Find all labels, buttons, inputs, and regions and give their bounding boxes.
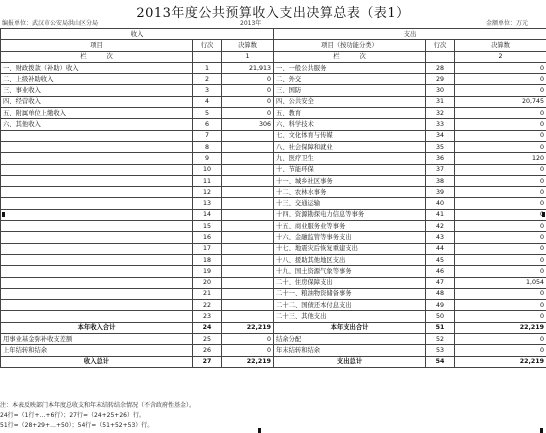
expense-amount-cell: 0 — [455, 62, 546, 73]
income-amount-cell — [222, 164, 274, 175]
expense-amount-cell: 0 — [455, 164, 546, 175]
expense-amount-cell: 0 — [455, 187, 546, 198]
col-header-amount-expense: 决算数 — [455, 40, 546, 51]
column-index-label-left — [1, 51, 193, 62]
expense-item-cell: 一、一般公共服务 — [274, 62, 426, 73]
expense-item-cell: 四、公共安全 — [274, 96, 426, 107]
expense-row-no-cell: 37 — [426, 164, 455, 175]
income-item-cell — [1, 141, 193, 152]
expense-item-cell: 二十二、国债还本付息支出 — [274, 300, 426, 311]
income-row-no-cell: 18 — [193, 254, 222, 265]
expense-amount-cell: 0 — [455, 254, 546, 265]
income-row-no-cell: 13 — [193, 198, 222, 209]
income-row-no-cell: 22 — [193, 300, 222, 311]
table-row — [1, 141, 546, 152]
income-amount-cell — [222, 311, 274, 322]
income-amount-cell: 21,913 — [222, 62, 274, 73]
income-item-cell — [1, 164, 193, 175]
expense-row-no-cell: 40 — [426, 198, 455, 209]
income-amount-cell: 22,219 — [222, 356, 274, 367]
income-item-cell — [1, 288, 193, 299]
column-index-empty-cell — [426, 51, 455, 62]
expense-amount-cell: 0 — [455, 311, 546, 322]
income-item-cell: 一、财政拨款（补助）收入 — [1, 62, 193, 73]
table-row — [1, 62, 546, 73]
income-amount-cell — [222, 175, 274, 186]
income-item-cell — [1, 209, 193, 220]
expense-row-no-cell: 51 — [426, 322, 455, 333]
table-row — [1, 130, 546, 141]
expense-row-no-cell: 31 — [426, 96, 455, 107]
income-amount-cell: 22,219 — [222, 322, 274, 333]
expense-amount-cell: 0 — [455, 288, 546, 299]
income-row-no-cell: 7 — [193, 130, 222, 141]
income-row-no-cell: 16 — [193, 232, 222, 243]
expense-row-no-cell: 43 — [426, 232, 455, 243]
income-amount-cell — [222, 209, 274, 220]
expense-row-no-cell: 49 — [426, 300, 455, 311]
total-row — [1, 356, 546, 367]
scan-mark — [542, 212, 545, 217]
income-row-no-cell: 1 — [193, 62, 222, 73]
income-amount-cell: 306 — [222, 119, 274, 130]
col-header-row-no-expense: 行次 — [426, 40, 455, 51]
table-row — [1, 232, 546, 243]
expense-item-cell: 三、国防 — [274, 85, 426, 96]
expense-row-no-cell: 48 — [426, 288, 455, 299]
expense-row-no-cell: 42 — [426, 221, 455, 232]
report-title: 2013年度公共预算收入支出决算总表（表1） — [136, 6, 410, 21]
column-index-empty-cell — [193, 51, 222, 62]
expense-item-cell: 支出总计 — [274, 356, 426, 367]
income-amount-cell: 0 — [222, 85, 274, 96]
income-item-cell — [1, 254, 193, 265]
income-group-header: 收入 — [1, 29, 274, 40]
income-item-cell — [1, 198, 193, 209]
table-row — [1, 96, 546, 107]
income-amount-cell — [222, 288, 274, 299]
income-row-no-cell: 4 — [193, 96, 222, 107]
table-row — [1, 221, 546, 232]
expense-row-no-cell: 30 — [426, 85, 455, 96]
expense-amount-cell: 0 — [455, 175, 546, 186]
lan-label: 栏 — [80, 53, 87, 61]
income-row-no-cell: 2 — [193, 74, 222, 85]
income-row-no-cell: 15 — [193, 221, 222, 232]
note-line-3: 51行=（28+29+…+50）；54行=（51+52+53）行。 — [0, 422, 154, 429]
table-row — [1, 164, 546, 175]
expense-item-cell: 十、节能环保 — [274, 164, 426, 175]
expense-group-header: 支出 — [274, 29, 546, 40]
income-amount-cell — [222, 254, 274, 265]
expense-amount-cell: 0 — [455, 108, 546, 119]
ci-label: 次 — [106, 53, 113, 61]
column-index-1: 1 — [222, 51, 274, 62]
notes — [0, 401, 195, 431]
expense-item-cell: 二、外交 — [274, 74, 426, 85]
expense-item-cell: 七、文化体育与传媒 — [274, 130, 426, 141]
expense-item-cell: 十五、商业服务业等事务 — [274, 221, 426, 232]
expense-amount-cell: 0 — [455, 74, 546, 85]
income-row-no-cell: 20 — [193, 277, 222, 288]
income-amount-cell — [222, 266, 274, 277]
expense-row-no-cell: 36 — [426, 153, 455, 164]
expense-amount-cell: 0 — [455, 119, 546, 130]
expense-item-cell: 十九、国土资源气象等事务 — [274, 266, 426, 277]
budget-table — [0, 28, 546, 368]
expense-row-no-cell: 47 — [426, 277, 455, 288]
expense-item-cell: 五、教育 — [274, 108, 426, 119]
expense-row-no-cell: 28 — [426, 62, 455, 73]
income-amount-cell: 0 — [222, 108, 274, 119]
income-item-cell: 四、经营收入 — [1, 96, 193, 107]
income-row-no-cell: 21 — [193, 288, 222, 299]
expense-row-no-cell: 39 — [426, 187, 455, 198]
group-header-row — [1, 29, 546, 40]
income-row-no-cell: 26 — [193, 345, 222, 356]
income-amount-cell — [222, 141, 274, 152]
income-row-no-cell: 25 — [193, 334, 222, 345]
expense-item-cell: 十一、城乡社区事务 — [274, 175, 426, 186]
income-row-no-cell: 23 — [193, 311, 222, 322]
expense-row-no-cell: 46 — [426, 266, 455, 277]
expense-item-cell: 十七、地震灾后恢复重建支出 — [274, 243, 426, 254]
note-line-2: 24行=（1行+…+6行）；27行=（24+25+26）行。 — [0, 412, 145, 419]
expense-amount-cell — [455, 209, 546, 220]
expense-row-no-cell: 29 — [426, 74, 455, 85]
income-item-cell — [1, 266, 193, 277]
col-header-row-no: 行次 — [193, 40, 222, 51]
income-row-no-cell: 14 — [193, 209, 222, 220]
table-row — [1, 153, 546, 164]
expense-amount-cell: 0 — [455, 243, 546, 254]
table-row — [1, 300, 546, 311]
scan-mark — [258, 428, 261, 433]
expense-item-cell: 十八、援助其他地区支出 — [274, 254, 426, 265]
expense-row-no-cell: 54 — [426, 356, 455, 367]
income-row-no-cell: 12 — [193, 187, 222, 198]
income-item-cell — [1, 187, 193, 198]
income-amount-cell — [222, 221, 274, 232]
income-item-cell: 五、附属单位上缴收入 — [1, 108, 193, 119]
expense-amount-cell: 22,219 — [455, 356, 546, 367]
expense-item-cell: 二十一、粮油物资储备事务 — [274, 288, 426, 299]
income-amount-cell — [222, 300, 274, 311]
column-index-2: 2 — [455, 51, 546, 62]
table-row — [1, 266, 546, 277]
expense-row-no-cell: 53 — [426, 345, 455, 356]
income-row-no-cell: 9 — [193, 153, 222, 164]
expense-amount-cell: 0 — [455, 198, 546, 209]
table-row — [1, 311, 546, 322]
income-row-no-cell: 17 — [193, 243, 222, 254]
table-row — [1, 288, 546, 299]
lan-label: 栏 — [333, 53, 340, 61]
ci-label: 次 — [359, 53, 366, 61]
expense-amount-cell: 20,745 — [455, 96, 546, 107]
income-item-cell: 二、上级补助收入 — [1, 74, 193, 85]
income-item-cell — [1, 300, 193, 311]
income-row-no-cell: 3 — [193, 85, 222, 96]
expense-row-no-cell: 34 — [426, 130, 455, 141]
expense-item-cell: 二十三、其他支出 — [274, 311, 426, 322]
table-row — [1, 277, 546, 288]
expense-row-no-cell: 50 — [426, 311, 455, 322]
expense-item-cell: 十二、农林水事务 — [274, 187, 426, 198]
expense-row-no-cell: 35 — [426, 141, 455, 152]
income-item-cell — [1, 153, 193, 164]
table-row — [1, 175, 546, 186]
income-amount-cell: 0 — [222, 334, 274, 345]
table-row — [1, 334, 546, 345]
income-row-no-cell: 8 — [193, 141, 222, 152]
expense-item-cell: 本年支出合计 — [274, 322, 426, 333]
expense-item-cell: 年末结转和结余 — [274, 345, 426, 356]
income-row-no-cell: 6 — [193, 119, 222, 130]
income-amount-cell — [222, 130, 274, 141]
expense-item-cell: 十六、金融监管等事务支出 — [274, 232, 426, 243]
table-row — [1, 74, 546, 85]
table-row — [1, 254, 546, 265]
expense-row-no-cell: 41 — [426, 209, 455, 220]
expense-amount-cell: 0 — [455, 221, 546, 232]
expense-row-no-cell: 45 — [426, 254, 455, 265]
table-row — [1, 85, 546, 96]
table-row — [1, 209, 546, 220]
expense-row-no-cell: 52 — [426, 334, 455, 345]
expense-amount-cell: 120 — [455, 153, 546, 164]
table-row — [1, 119, 546, 130]
income-item-cell — [1, 232, 193, 243]
table-row — [1, 108, 546, 119]
table-row — [1, 345, 546, 356]
income-item-cell — [1, 175, 193, 186]
income-row-no-cell: 10 — [193, 164, 222, 175]
expense-item-cell: 十四、资源勘探电力信息等事务 — [274, 209, 426, 220]
expense-amount-cell: 1,054 — [455, 277, 546, 288]
income-item-cell — [1, 277, 193, 288]
income-amount-cell: 0 — [222, 345, 274, 356]
income-item-cell: 上年结转和结余 — [1, 345, 193, 356]
expense-item-cell: 二十、住房保障支出 — [274, 277, 426, 288]
income-amount-cell — [222, 232, 274, 243]
column-index-label-right — [274, 51, 426, 62]
note-line-1: 注：本表反映部门本年度总收支和年末结转结余情况（不含政府性基金）。 — [0, 402, 196, 409]
expense-amount-cell: 0 — [455, 334, 546, 345]
column-header-row — [1, 40, 546, 51]
expense-item-cell: 结余分配 — [274, 334, 426, 345]
reporting-unit: 编报单位：武汉市公安局洪山区分局 — [2, 20, 99, 27]
income-amount-cell: 0 — [222, 96, 274, 107]
income-row-no-cell: 11 — [193, 175, 222, 186]
col-header-item-expense: 项目（按功能分类） — [274, 40, 426, 51]
income-item-cell: 用事业基金弥补收支差额 — [1, 334, 193, 345]
expense-amount-cell: 0 — [455, 130, 546, 141]
expense-row-no-cell: 38 — [426, 175, 455, 186]
expense-amount-cell: 0 — [455, 232, 546, 243]
table-row — [1, 187, 546, 198]
income-item-cell: 三、事业收入 — [1, 85, 193, 96]
table-row — [1, 198, 546, 209]
income-item-cell — [1, 130, 193, 141]
expense-row-no-cell: 32 — [426, 108, 455, 119]
expense-amount-cell: 0 — [455, 266, 546, 277]
expense-amount-cell: 0 — [455, 85, 546, 96]
income-row-no-cell: 19 — [193, 266, 222, 277]
expense-amount-cell: 0 — [455, 300, 546, 311]
income-item-cell: 收入总计 — [1, 356, 193, 367]
income-row-no-cell: 5 — [193, 108, 222, 119]
col-header-amount: 决算数 — [222, 40, 274, 51]
scan-mark — [540, 428, 543, 433]
expense-amount-cell: 22,219 — [455, 322, 546, 333]
expense-item-cell: 九、医疗卫生 — [274, 153, 426, 164]
income-amount-cell — [222, 198, 274, 209]
income-item-cell: 六、其他收入 — [1, 119, 193, 130]
report-year: 2013年 — [240, 20, 262, 27]
income-amount-cell: 0 — [222, 74, 274, 85]
expense-item-cell: 十三、交通运输 — [274, 198, 426, 209]
amount-unit: 金额单位：万元 — [486, 20, 529, 27]
total-row — [1, 322, 546, 333]
income-row-no-cell: 24 — [193, 322, 222, 333]
income-amount-cell — [222, 243, 274, 254]
table-row — [1, 243, 546, 254]
income-item-cell — [1, 243, 193, 254]
income-amount-cell — [222, 187, 274, 198]
expense-row-no-cell: 33 — [426, 119, 455, 130]
income-row-no-cell: 27 — [193, 356, 222, 367]
scan-mark — [2, 212, 5, 217]
expense-item-cell: 六、科学技术 — [274, 119, 426, 130]
column-index-row — [1, 51, 546, 62]
income-item-cell: 本年收入合计 — [1, 322, 193, 333]
expense-amount-cell: 0 — [455, 345, 546, 356]
income-item-cell — [1, 311, 193, 322]
expense-amount-cell: 0 — [455, 141, 546, 152]
income-item-cell — [1, 221, 193, 232]
col-header-item: 项目 — [1, 40, 193, 51]
expense-item-cell: 八、社会保障和就业 — [274, 141, 426, 152]
income-amount-cell — [222, 277, 274, 288]
income-amount-cell — [222, 153, 274, 164]
expense-row-no-cell: 44 — [426, 243, 455, 254]
